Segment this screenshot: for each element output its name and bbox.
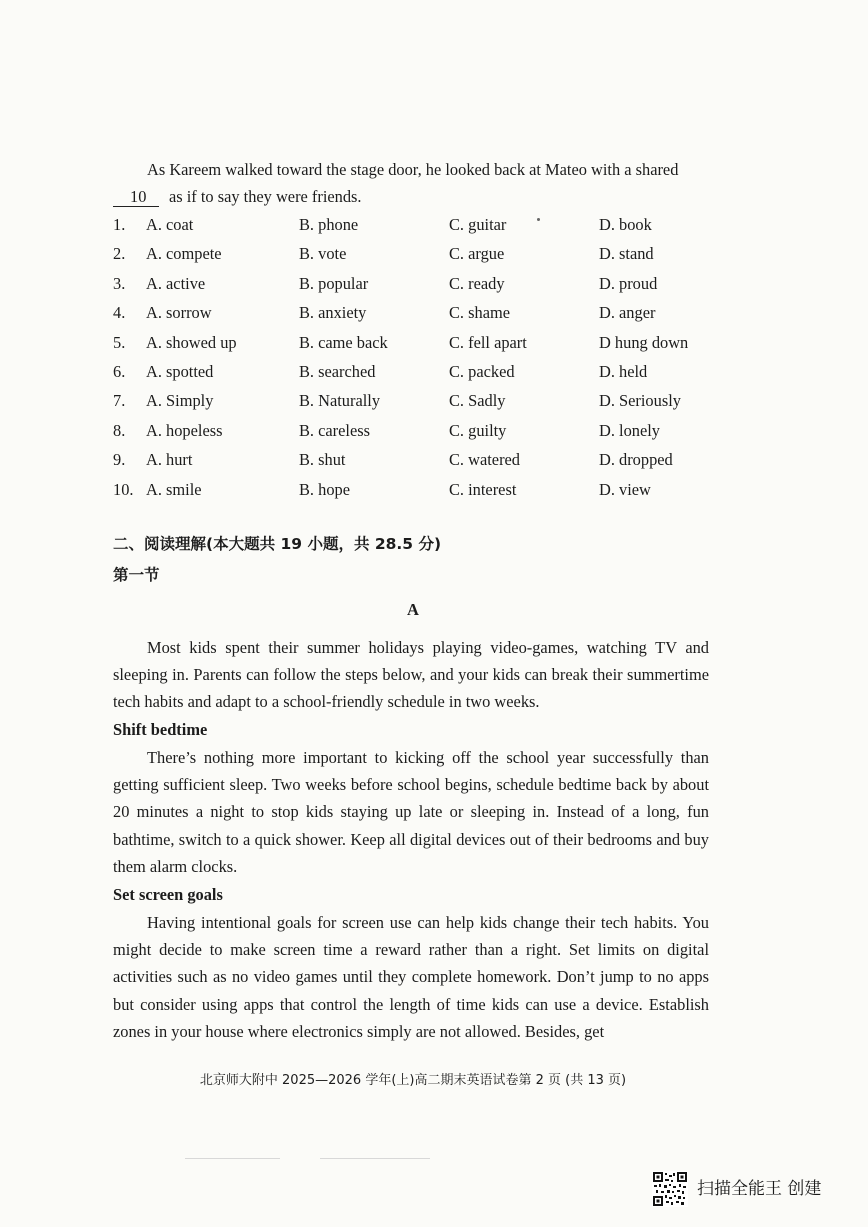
- question-number: 2.: [113, 244, 126, 264]
- option-row: [113, 269, 713, 298]
- option-row: [113, 445, 713, 474]
- option-c: C. shame: [449, 303, 511, 323]
- question-number: 9.: [113, 450, 126, 470]
- option-c: C. guitar: [449, 215, 507, 234]
- question-number: 5.: [113, 332, 126, 352]
- option-row: [113, 357, 713, 386]
- option-b: B. shut: [299, 450, 346, 470]
- scan-artifact-line: [320, 1158, 430, 1159]
- question-number: 8.: [113, 420, 126, 440]
- answer-blank-10: 10: [113, 188, 159, 207]
- heading-shift-bedtime: Shift bedtime: [113, 720, 208, 739]
- option-a: A. Simply: [146, 391, 214, 411]
- question-number: 1.: [113, 215, 126, 234]
- option-d: D. anger: [599, 303, 656, 323]
- question-number: 3.: [113, 273, 126, 293]
- option-c: C. fell apart: [449, 332, 527, 352]
- option-c: C. Sadly: [449, 391, 506, 411]
- option-b: B. phone: [299, 215, 359, 234]
- option-c: C. watered: [449, 450, 520, 470]
- option-c: C. packed: [449, 361, 515, 381]
- passage-letter: A: [407, 600, 419, 619]
- option-a: A. spotted: [146, 361, 214, 381]
- option-d: D. dropped: [599, 450, 673, 470]
- section-part-title: 第一节: [113, 566, 160, 584]
- option-b: B. careless: [299, 420, 370, 440]
- option-a: A. smile: [146, 479, 202, 499]
- option-d: D. Seriously: [599, 391, 681, 411]
- option-a: A. hopeless: [146, 420, 223, 440]
- option-c: C. interest: [449, 479, 517, 499]
- option-d: D. proud: [599, 273, 658, 293]
- paragraph-text: There’s nothing more important to kicking off the school year successfully than getting sufficient sleep. Two weeks before school begins, schedule bedtime back by about 20 minutes a night to stop kids staying up late or sleeping in. Instead of a long, fun bathtime, switch to a quick shower. Keep all digital devices out of their bedrooms and buy them alarm clocks.: [113, 748, 709, 876]
- option-a: A. active: [146, 273, 206, 293]
- option-d: D. stand: [599, 244, 654, 264]
- option-d: D. book: [599, 215, 652, 234]
- section-title: 二、阅读理解(本大题共 19 小题，共 28.5 分): [113, 535, 442, 553]
- paragraph-shift-bedtime: [113, 744, 709, 880]
- option-a: A. hurt: [146, 450, 193, 470]
- page-footer: 北京师大附中 2025—2026 学年(上)高二期末英语试卷第 2 页 (共 13 页): [199, 1073, 627, 1088]
- question-number: 4.: [113, 303, 126, 323]
- option-d: D. view: [599, 479, 651, 499]
- option-row: [113, 416, 713, 445]
- option-d: D. lonely: [599, 420, 661, 440]
- question-number: 10.: [113, 479, 134, 499]
- cloze-line-1: As Kareem walked toward the stage door, he looked back at Mateo with a shared: [147, 160, 679, 179]
- option-c: C. ready: [449, 273, 505, 293]
- option-b: B. vote: [299, 244, 347, 264]
- paragraph-set-screen-goals: [113, 909, 709, 1045]
- cloze-options: [113, 210, 713, 504]
- option-c: C. guilty: [449, 420, 507, 440]
- option-a: A. coat: [146, 215, 194, 234]
- option-b: B. came back: [299, 332, 388, 352]
- option-row: [113, 210, 713, 239]
- paragraph-text: Having intentional goals for screen use can help kids change their tech habits. You might decide to make screen time a reward rather than a right. Set limits on digital activities such as no video games until they complete homework. Don’t jump to no apps but consider using apps that control the length of time kids can use a device. Establish zones in your house where electronics simply are not allowed. Besides, get: [113, 913, 709, 1041]
- option-row: [113, 239, 713, 268]
- option-a: A. sorrow: [146, 303, 212, 323]
- option-d: D. held: [599, 361, 648, 381]
- option-row: [113, 328, 713, 357]
- option-b: B. popular: [299, 273, 369, 293]
- passage-intro: [113, 634, 709, 716]
- option-b: B. hope: [299, 479, 350, 499]
- scan-artifact-line: [185, 1158, 280, 1159]
- option-b: B. anxiety: [299, 303, 367, 323]
- cloze-line-2: as if to say they were friends.: [169, 187, 362, 207]
- option-a: A. showed up: [146, 332, 237, 352]
- question-number: 6.: [113, 361, 126, 381]
- qr-code-icon: [652, 1171, 688, 1207]
- heading-set-screen-goals: Set screen goals: [113, 885, 223, 904]
- option-row: [113, 298, 713, 327]
- option-b: B. searched: [299, 361, 376, 381]
- option-a: A. compete: [146, 244, 222, 264]
- question-number: 7.: [113, 391, 126, 411]
- cloze-ending-paragraph: [113, 156, 709, 210]
- option-row: [113, 386, 713, 415]
- option-c: C. argue: [449, 244, 505, 264]
- option-d: D hung down: [599, 332, 689, 352]
- option-b: B. Naturally: [299, 391, 381, 411]
- scanner-watermark: 扫描全能王 创建: [697, 1179, 822, 1199]
- option-row: [113, 475, 713, 504]
- passage-intro-text: Most kids spent their summer holidays playing video-games, watching TV and sleeping in. Parents can follow the steps below, and your kids can break their summertime tech habits and adapt to a school-friendly schedule in two weeks.: [113, 638, 709, 712]
